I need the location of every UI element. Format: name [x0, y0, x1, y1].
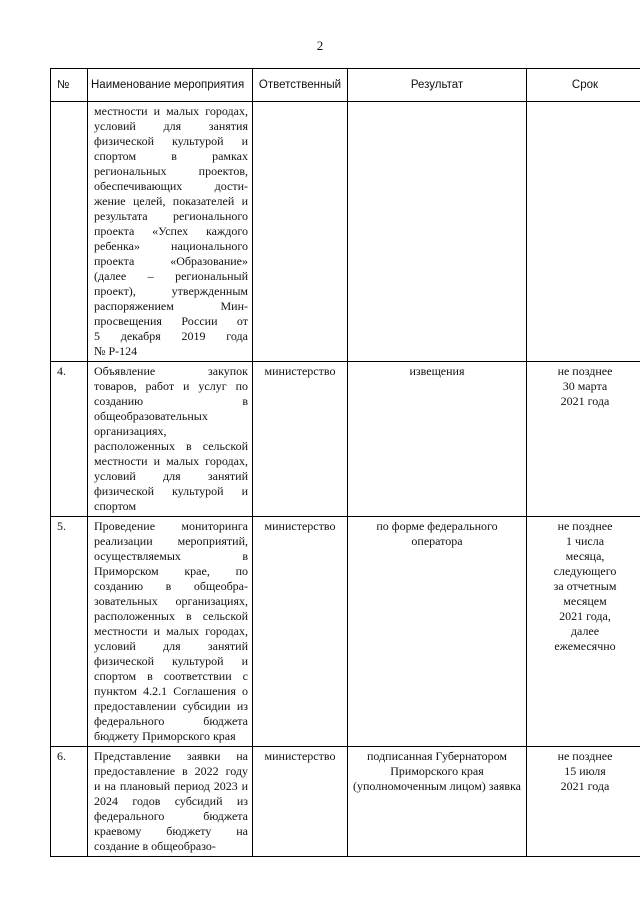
row-term — [527, 747, 640, 857]
header-result: Результат — [348, 69, 527, 102]
event-name-line: местности и малых городах, — [94, 454, 248, 468]
term-line: 30 марта — [562, 379, 608, 393]
row-term — [527, 102, 640, 362]
page-number: 2 — [316, 38, 324, 53]
term-line: далее — [570, 624, 600, 638]
event-name-line: просвещения России от — [94, 314, 248, 328]
event-name-line: и на плановый период 2023 и — [94, 779, 248, 793]
term-line: 2021 года — [560, 394, 610, 408]
event-name-line: товаров, работ и услуг по — [94, 379, 248, 393]
row-number: 5. — [51, 517, 88, 747]
table-row — [51, 747, 640, 857]
row-number — [51, 102, 88, 362]
row-number: 4. — [51, 362, 88, 517]
event-name-line: спортом в соответствии с — [94, 669, 248, 683]
event-name-line: общеобразовательных — [94, 409, 208, 423]
header-num: № — [51, 69, 88, 102]
event-name-line: Проведение мониторинга — [94, 519, 248, 533]
event-name-line: Представление заявки на — [94, 749, 248, 763]
term-line: не позднее — [557, 364, 613, 378]
event-name-line: созданию в — [94, 394, 248, 408]
row-number: 6. — [51, 747, 88, 857]
event-name-line: № Р-124 — [94, 344, 138, 358]
event-name-line: условий для занятий — [94, 469, 248, 483]
event-name-line: Объявление закупок — [94, 364, 248, 378]
event-name-line: распоряжением Мин- — [94, 299, 248, 313]
event-name-line: осуществляемых в — [94, 549, 248, 563]
term-line: 2021 года, — [559, 609, 611, 623]
row-result — [348, 102, 527, 362]
header-name: Наименование мероприятия — [88, 69, 253, 102]
event-name-line: условий для занятия — [94, 119, 248, 133]
event-name-line: местности и малых городах, — [94, 104, 248, 118]
term-line: за отчетным — [553, 579, 617, 593]
event-name-line: (далее – региональный — [94, 269, 248, 283]
event-name-line: 5 декабря 2019 года — [94, 329, 248, 343]
table-row — [51, 517, 640, 747]
table-row — [51, 102, 640, 362]
row-event-name — [88, 102, 253, 362]
table-header-row — [51, 69, 640, 102]
event-name-line: обеспечивающих дости- — [94, 179, 248, 193]
event-name-line: создание в общеобразо- — [94, 839, 216, 853]
event-name-line: физической культурой и — [94, 484, 248, 498]
event-name-line: 2024 годов субсидий из — [94, 794, 248, 808]
event-name-line: проекта «Образование» — [94, 254, 248, 268]
row-event-name — [88, 747, 253, 857]
term-line: ежемесячно — [554, 639, 616, 653]
row-responsible: министерство — [253, 747, 348, 857]
row-responsible: министерство — [253, 362, 348, 517]
table-row — [51, 362, 640, 517]
event-name-line: зовательных организациях, — [94, 594, 248, 608]
event-name-line: созданию в общеобра- — [94, 579, 248, 593]
event-name-line: организациях, — [94, 424, 167, 438]
event-name-line: Приморском крае, по — [94, 564, 248, 578]
event-name-line: проекта «Успех каждого — [94, 224, 248, 238]
term-line: следующего — [553, 564, 617, 578]
term-line: не позднее — [557, 749, 613, 763]
term-line: 1 числа — [565, 534, 605, 548]
row-responsible: министерство — [253, 517, 348, 747]
event-name-line: краевому бюджету на — [94, 824, 248, 838]
row-term — [527, 517, 640, 747]
events-table — [50, 68, 640, 857]
event-name-line: условий для занятий — [94, 639, 248, 653]
event-name-line: предоставлении субсидии из — [94, 699, 248, 713]
event-name-line: местности и малых городах, — [94, 624, 248, 638]
event-name-line: физической культурой и — [94, 134, 248, 148]
term-line: не позднее — [557, 519, 613, 533]
term-line: 15 июля — [564, 764, 606, 778]
term-line: месяца, — [565, 549, 605, 563]
row-result: извещения — [348, 362, 527, 517]
event-name-line: спортом — [94, 499, 137, 513]
event-name-line: жение целей, показателей и — [94, 194, 248, 208]
row-result: подписанная Губернатором Приморского края (уполномоченным лицом) заявка — [348, 747, 527, 857]
term-line: месяцем — [563, 594, 607, 608]
row-term — [527, 362, 640, 517]
event-name-line: расположенных в сельской — [94, 439, 248, 453]
event-name-line: реализации мероприятий, — [94, 534, 248, 548]
row-event-name — [88, 362, 253, 517]
event-name-line: проект), утвержденным — [94, 284, 248, 298]
event-name-line: физической культурой и — [94, 654, 248, 668]
event-name-line: региональных проектов, — [94, 164, 248, 178]
event-name-line: результата регионального — [94, 209, 248, 223]
row-responsible — [253, 102, 348, 362]
event-name-line: расположенных в сельской — [94, 609, 248, 623]
event-name-line: бюджету Приморского края — [94, 729, 236, 743]
event-name-line: ребенка» национального — [94, 239, 248, 253]
event-name-line: федерального бюджета — [94, 714, 248, 728]
event-name-line: пунктом 4.2.1 Соглашения о — [94, 684, 248, 698]
row-result: по форме федерального оператора — [348, 517, 527, 747]
term-line: 2021 года — [560, 779, 610, 793]
header-responsible: Ответственный — [253, 69, 348, 102]
row-event-name — [88, 517, 253, 747]
header-term: Срок — [527, 69, 640, 102]
event-name-line: спортом в рамках — [94, 149, 248, 163]
event-name-line: предоставление в 2022 году — [94, 764, 248, 778]
table-body — [51, 102, 640, 857]
event-name-line: федерального бюджета — [94, 809, 248, 823]
